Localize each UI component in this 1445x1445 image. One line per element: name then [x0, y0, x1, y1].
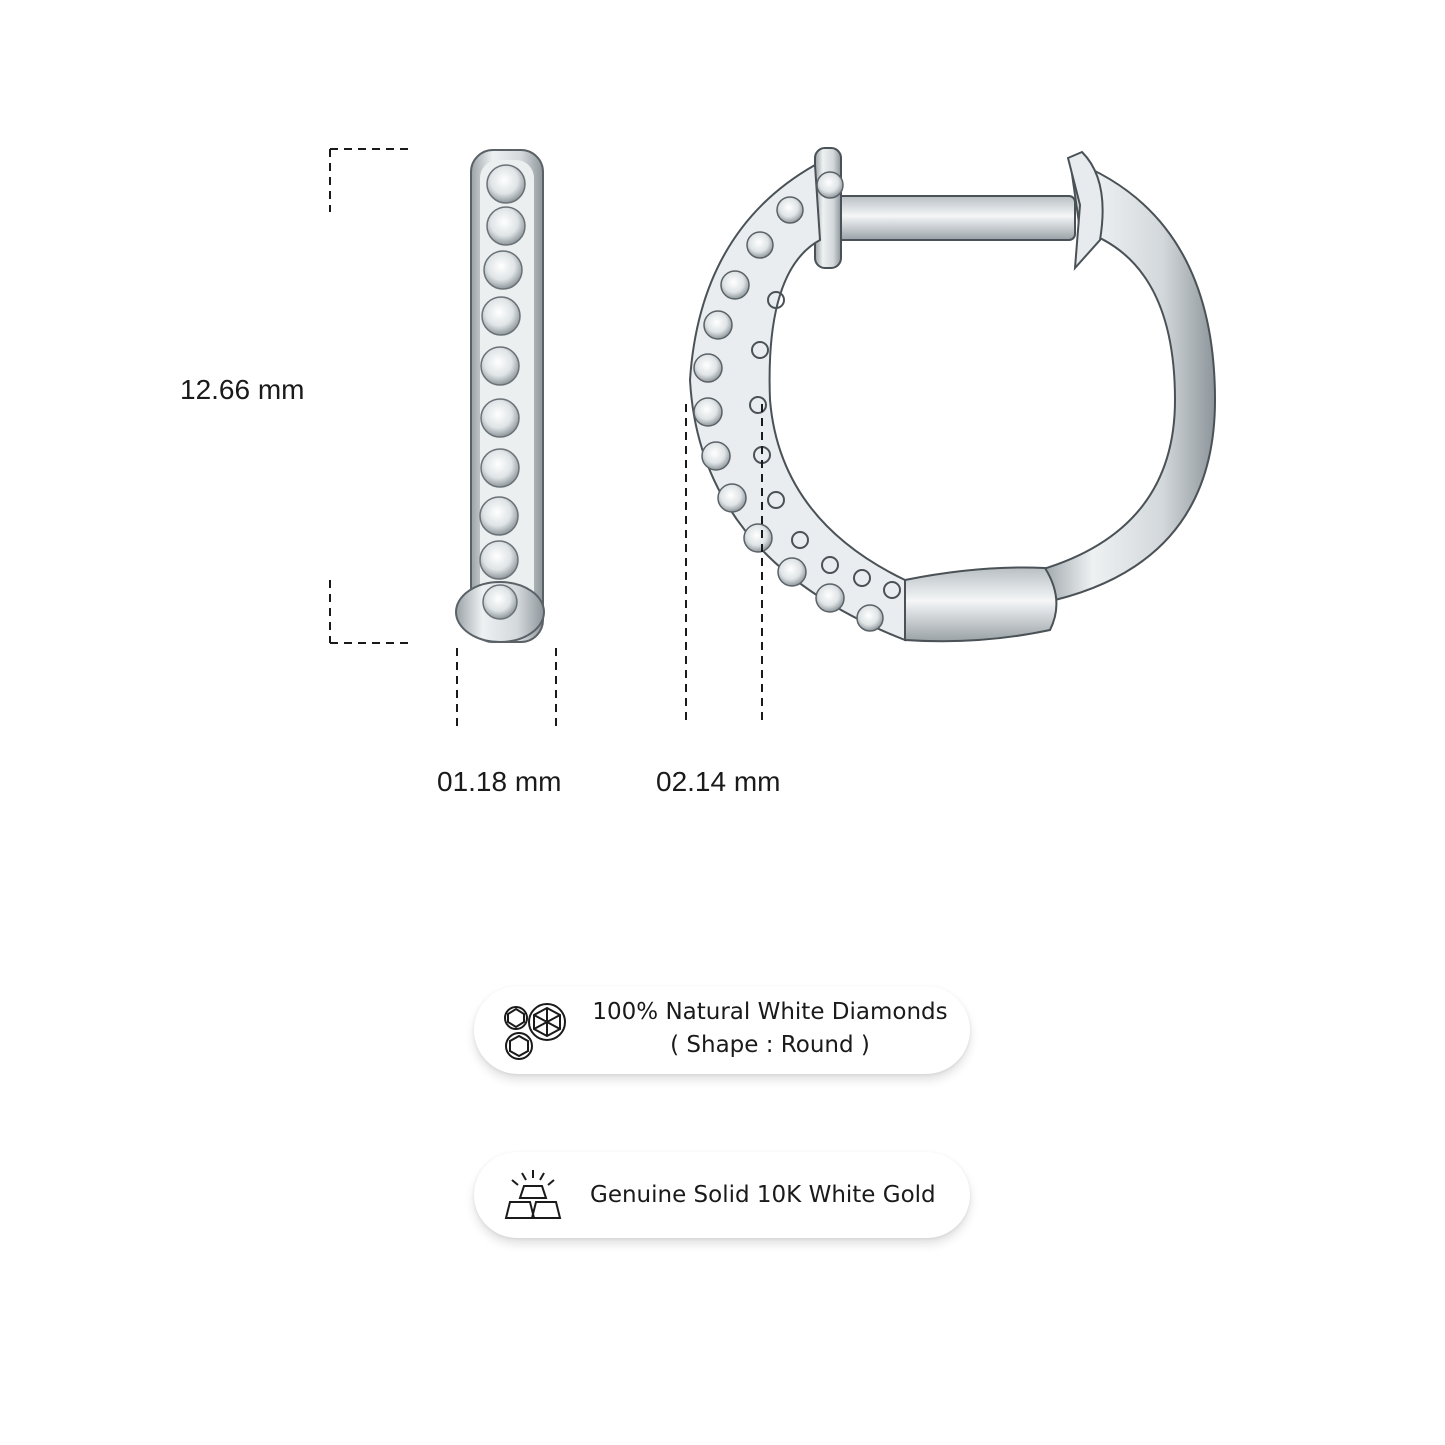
front-width-dimension-marker — [457, 648, 556, 726]
diamonds-feature-text — [590, 996, 950, 1062]
gold-feature-text: Genuine Solid 10K White Gold — [590, 1182, 936, 1208]
front-width-label: 01.18 mm — [437, 766, 562, 797]
earring-front-view — [456, 150, 544, 642]
height-dimension-marker — [330, 149, 410, 643]
diamonds-icon — [502, 1000, 568, 1067]
diamonds-feature-line1: 100% Natural White Diamonds — [592, 999, 948, 1025]
gold-bars-icon — [502, 1168, 564, 1227]
side-width-label: 02.14 mm — [656, 766, 781, 797]
height-label: 12.66 mm — [180, 374, 305, 405]
feature-badge-gold — [474, 1152, 970, 1238]
feature-badge-diamonds — [474, 986, 970, 1074]
earring-side-view — [690, 148, 1215, 641]
diamonds-feature-line2: ( Shape : Round ) — [670, 1032, 870, 1058]
